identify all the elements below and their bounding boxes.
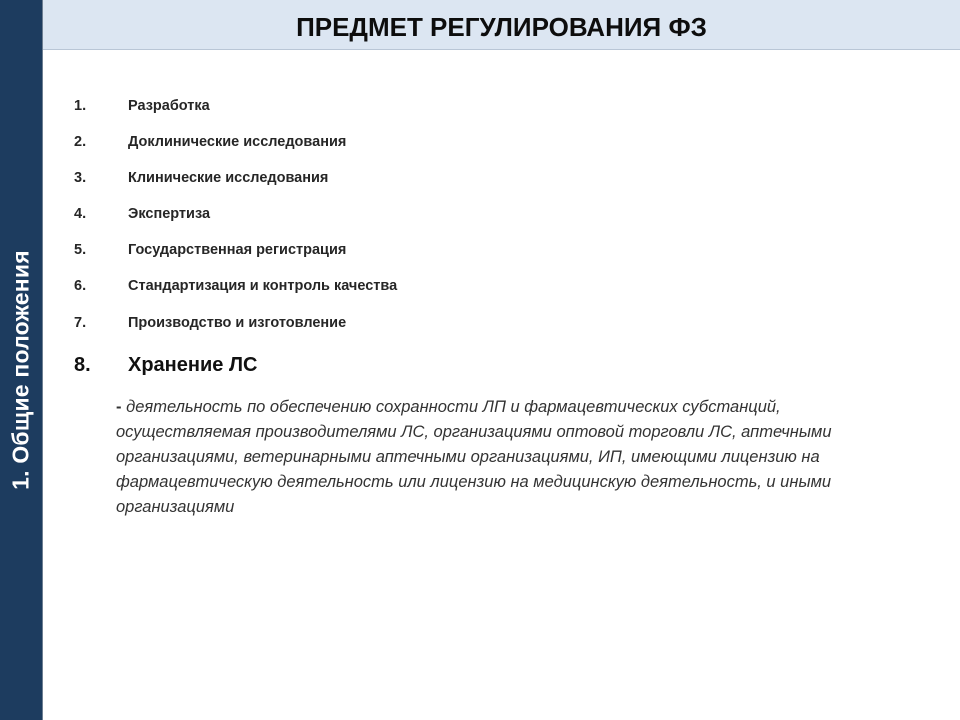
list-item-text: Доклинические исследования	[128, 134, 347, 150]
header-bar	[43, 0, 960, 50]
list-item-number: 2.	[74, 134, 87, 150]
definition-text: деятельность по обеспечению сохранности ЛП и фармацевтических субстанций, осуществляемая производителями ЛС, организациями оптовой торговли ЛС, аптечными организациями, ветеринарными аптечными организациями, ИП, имеющими лицензию на фармацевтическую деятельность или лицензию на медицинскую деятельность, и иными организациями	[116, 398, 832, 516]
list-item-text: Хранение ЛС	[128, 354, 258, 376]
list-item-text: Производство и изготовление	[128, 315, 347, 331]
sidebar	[0, 0, 43, 720]
list-item-text: Разработка	[128, 98, 210, 114]
list-item-number: 1.	[74, 98, 87, 114]
list-item-storage	[74, 351, 257, 379]
list-item-development	[74, 95, 210, 117]
list-item-text: Клинические исследования	[128, 170, 329, 186]
list-item-number: 3.	[74, 170, 87, 186]
list-item-preclinical	[74, 131, 346, 153]
list-item-clinical	[74, 167, 328, 189]
list-item-text: Государственная регистрация	[128, 242, 347, 258]
list-item-text: Экспертиза	[128, 206, 211, 222]
list-item-number: 6.	[74, 278, 87, 294]
list-item-registration	[74, 239, 346, 261]
list-item-production	[74, 312, 346, 334]
storage-definition	[116, 395, 916, 520]
list-item-number: 4.	[74, 206, 87, 222]
list-item-text: Стандартизация и контроль качества	[128, 278, 398, 294]
page-title: ПРЕДМЕТ РЕГУЛИРОВАНИЯ ФЗ	[296, 12, 707, 42]
list-item-number: 7.	[74, 315, 87, 331]
list-item-standardization	[74, 275, 397, 297]
list-item-number: 5.	[74, 242, 87, 258]
definition-dash: -	[116, 398, 122, 416]
list-item-expertise	[74, 203, 210, 225]
list-item-number: 8.	[74, 354, 91, 376]
sidebar-section-label: 1. Общие положения	[7, 250, 34, 490]
